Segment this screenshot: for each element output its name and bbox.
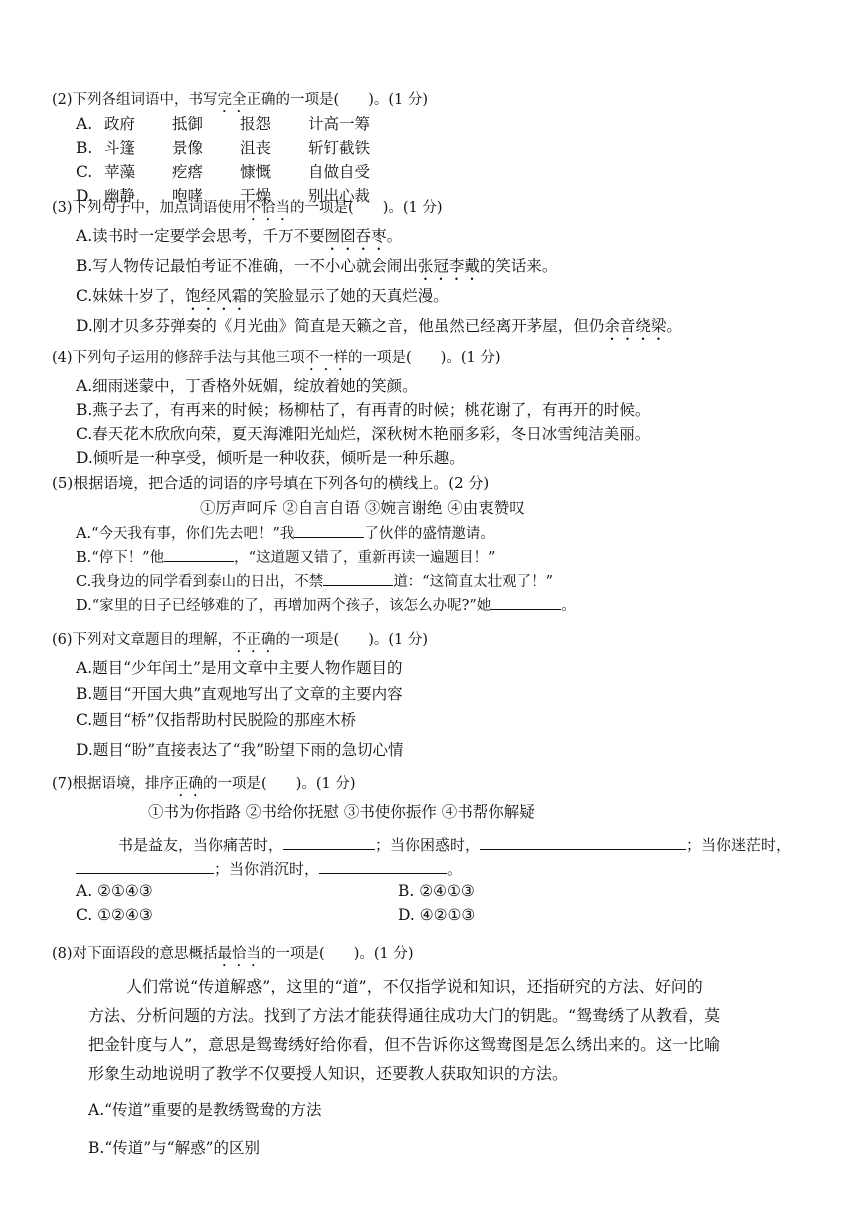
q5-option-d: [76, 594, 576, 615]
q5-stem: (5)根据语境，把合适的词语的序号填在下列各句的横线上。(2 分): [52, 474, 490, 492]
q2-row-c: [76, 160, 370, 182]
q6-option-b: B.题目“开国大典”直观地写出了文章的主要内容: [76, 685, 403, 703]
q3-option-c: [76, 284, 449, 314]
q6-option-c: C.题目“桥”仅指帮助村民脱险的那座木桥: [76, 711, 357, 729]
q7-passage-line1: [118, 834, 791, 855]
q3-b-text: B.写人物传记最怕考证不准确，一不小心就会闹出: [76, 257, 418, 275]
q2-row-2-cell-2: 疙瘩: [172, 163, 204, 181]
q2-stem-dotted: 完全: [217, 92, 247, 108]
q2-row-1-cell-0: B.: [76, 139, 93, 157]
q3-d-text: D.刚才贝多芬弹奏的《月光曲》简直是天籁之音，他虽然已经离开茅屋，但仍: [76, 317, 605, 335]
q3-b-dotted: 张冠李戴: [417, 257, 480, 275]
q4-stem-text: (4)下列句子运用的修辞手法与其他三项: [52, 350, 305, 366]
q2-row-3-cell-3: 干燥: [240, 187, 272, 205]
q3-option-a: [76, 224, 402, 254]
q5-c-blank[interactable]: [323, 571, 393, 586]
q2-row-1-cell-4: 斩钉截铁: [308, 139, 371, 157]
q7-blank-3[interactable]: [76, 859, 214, 874]
q7-l1-c: ；当你迷茫时，: [686, 836, 792, 854]
q3-stem-dotted: 不恰当: [246, 200, 291, 216]
q5-d-text: D.“家里的日子已经够难的了，再增加两个孩子，该怎么办呢?”她: [76, 598, 492, 614]
q5-b-tail: ，“这道题又错了，重新再读一遍题目！”: [234, 550, 496, 566]
q5-a-tail: 了伙伴的盛情邀请。: [364, 526, 495, 542]
q5-b-blank[interactable]: [164, 547, 234, 562]
q4-option-b: B.燕子去了，有再来的时候；杨柳枯了，有再青的时候；桃花谢了，有再开的时候。: [76, 401, 651, 419]
q8-stem-dotted: 最恰当: [217, 946, 262, 962]
q2-row-0-cell-0: A.: [76, 115, 93, 133]
q7-blank-1[interactable]: [283, 835, 375, 850]
q3-d-dotted: 余音绕梁: [604, 317, 667, 335]
q2-row-a: [76, 112, 370, 134]
q2-row-2-cell-1: 苹藻: [104, 163, 136, 181]
q4-option-a: A.细雨迷蒙中，丁香格外妩媚，绽放着她的笑颜。: [76, 377, 418, 395]
q7-choices: ①书为你指路 ②书给你抚慰 ③书使你振作 ④书帮你解疑: [148, 803, 535, 821]
q5-choices: ①厉声呵斥 ②自言自语 ③婉言谢绝 ④由衷赞叹: [200, 499, 525, 517]
q3-a-text: A.读书时一定要学会思考，千万不要: [76, 227, 325, 245]
q2-row-2-cell-4: 自做自受: [308, 163, 371, 181]
q6-option-d: D.题目“盼”直接表达了“我”盼望下雨的急切心情: [76, 741, 404, 759]
q2-row-3-cell-2: 咆哮: [172, 187, 204, 205]
q2-row-2-cell-3: 慷慨: [240, 163, 272, 181]
q2-row-b: [76, 136, 370, 158]
q2-row-0-cell-3: 报怨: [240, 115, 272, 133]
q8-stem-text: (8)对下面语段的意思概括: [52, 946, 218, 962]
q7-l2-b: 。: [447, 860, 463, 878]
q7-blank-2[interactable]: [480, 835, 686, 850]
q3-c-tail: 的笑脸显示了她的天真烂漫。: [247, 287, 449, 305]
q2-stem-text: (2)下列各组词语中，书写: [52, 92, 218, 108]
q5-c-tail: 道：“这简直太壮观了！”: [393, 574, 554, 590]
q7-stem-text: (7)根据语境，排序: [52, 776, 175, 792]
q4-option-c: C.春天花木欣欣向荣，夏天海滩阳光灿烂，深秋树木艳丽多彩，冬日冰雪纯洁美丽。: [76, 425, 651, 443]
q7-stem: [52, 772, 356, 800]
q8-passage-line2: 方法、分析问题的方法。找到了方法才能获得通往成功大门的钥匙。“鸳鸯绣了从教看，莫: [88, 1006, 721, 1025]
q2-row-3-cell-1: 幽静: [104, 187, 136, 205]
q3-stem-text: (3)下列句子中，加点词语使用: [52, 200, 247, 216]
q2-row-0-cell-4: 计高一筹: [308, 115, 371, 133]
q7-blank-4[interactable]: [319, 859, 447, 874]
q5-a-blank[interactable]: [294, 523, 364, 538]
q5-option-a: [76, 522, 495, 543]
q3-b-tail: 的笑话来。: [479, 257, 558, 275]
q4-stem-tail: 的一项是( )。(1 分): [348, 350, 501, 366]
q5-c-text: C.我身边的同学看到泰山的日出，不禁: [76, 574, 324, 590]
q3-stem: [52, 196, 443, 224]
q6-stem-text: (6)下列对文章题目的理解，: [52, 632, 233, 648]
q6-stem-tail: 的一项是( )。(1 分): [275, 632, 429, 648]
q4-stem: [52, 346, 501, 374]
q3-c-dotted: 饱经风霜: [185, 287, 248, 305]
q7-passage-line2: [76, 858, 462, 879]
q3-c-text: C.妹妹十岁了，: [76, 287, 186, 305]
q8-passage-line4: 形象生动地说明了教学不仅要授人知识，还要教人获取知识的方法。: [88, 1064, 569, 1083]
q7-option-c: C. ①②④③: [76, 906, 153, 924]
q6-stem: [52, 628, 428, 656]
q7-option-d: D. ④②①③: [398, 906, 476, 924]
q6-stem-dotted: 不正确: [232, 632, 276, 648]
q2-row-1-cell-3: 沮丧: [240, 139, 272, 157]
q7-l1-b: ；当你困惑时，: [375, 836, 481, 854]
q7-stem-tail: 的一项是( )。(1 分): [203, 776, 356, 792]
q3-stem-tail: 的一项是( )。(1 分): [290, 200, 443, 216]
q3-option-d: [76, 314, 682, 344]
q3-d-tail: 。: [666, 317, 682, 335]
q2-row-0-cell-2: 抵御: [172, 115, 204, 133]
q8-stem-tail: 的一项是( )。(1 分): [261, 946, 414, 962]
q7-option-a: A. ②①④③: [76, 882, 153, 900]
q7-stem-dotted: 正确: [174, 776, 204, 792]
q5-a-text: A.“今天我有事，你们先去吧！”我: [76, 526, 295, 542]
q5-d-blank[interactable]: [491, 595, 561, 610]
q2-stem-tail: 正确的一项是( )。(1 分): [246, 92, 429, 108]
q8-stem: [52, 942, 414, 970]
q2-row-1-cell-1: 斗篷: [104, 139, 136, 157]
q2-row-3-cell-0: D.: [76, 187, 93, 205]
q3-a-tail: 。: [386, 227, 403, 245]
q7-l2-a: ；当你消沉时，: [214, 860, 320, 878]
q2-row-1-cell-2: 景像: [172, 139, 204, 157]
q8-passage-line1: 人们常说“传道解惑”，这里的“道”，不仅指学说和知识，还指研究的方法、好问的: [126, 977, 703, 996]
q7-option-b: B. ②④①③: [398, 882, 475, 900]
q2-row-2-cell-0: C.: [76, 163, 93, 181]
q8-option-a: A.“传道”重要的是教绣鸳鸯的方法: [88, 1101, 322, 1119]
q3-option-b: [76, 254, 557, 284]
q4-stem-dotted: 不一样: [304, 350, 349, 366]
q2-row-3-cell-4: 别出心裁: [308, 187, 371, 205]
q2-row-0-cell-1: 政府: [104, 115, 136, 133]
q8-passage-line3: 把金针度与人”，意思是鸳鸯绣好给你看，但不告诉你这鸳鸯图是怎么绣出来的。这一比喻: [88, 1035, 721, 1054]
q5-option-c: [76, 570, 553, 591]
q8-option-b: B.“传道”与“解惑”的区别: [88, 1139, 261, 1157]
q7-l1-a: 书是益友，当你痛苦时，: [118, 836, 284, 854]
q4-option-d: D.倾听是一种享受，倾听是一种收获，倾听是一种乐趣。: [76, 449, 465, 467]
q5-b-text: B.“停下！”他: [76, 550, 165, 566]
q5-d-tail: 。: [561, 598, 576, 614]
q5-option-b: [76, 546, 495, 567]
q6-option-a: A.题目“少年闰土”是用文章中主要人物作题目的: [76, 659, 403, 677]
q3-a-dotted: 囫囵吞枣: [324, 227, 387, 245]
